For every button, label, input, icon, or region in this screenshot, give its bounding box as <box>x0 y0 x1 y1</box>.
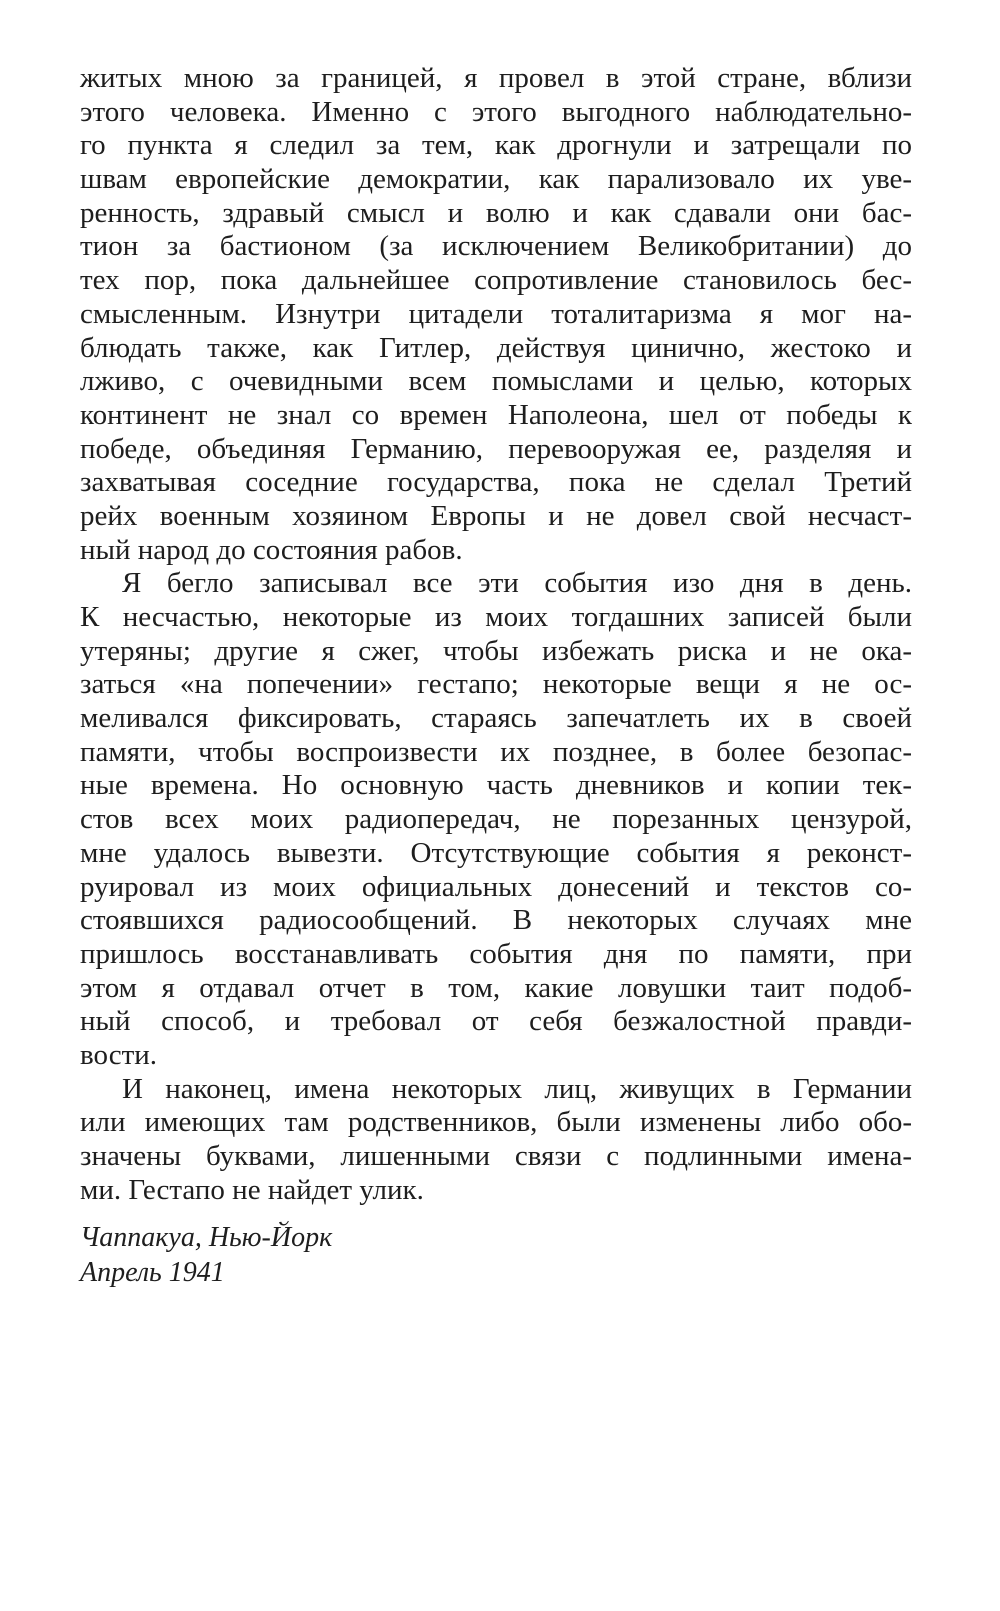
text-line: Я бегло записывал все эти события изо дня в день. <box>122 567 912 600</box>
text-line: победе, объединяя Германию, перевооружая ее, разделяя и <box>80 432 912 465</box>
document-body <box>80 62 912 1207</box>
text-line: этого человека. Именно с этого выгодного наблюдательно- <box>80 95 912 128</box>
text-line: пришлось восстанавливать события дня по памяти, при <box>80 937 912 970</box>
text-line: мне удалось вывезти. Отсутствующие события я реконст- <box>80 836 912 869</box>
text-line: или имеющих там родственников, были изменены либо обо- <box>80 1106 912 1139</box>
text-line: лживо, с очевидными всем помыслами и целью, которых <box>80 365 912 398</box>
text-line: стоявшихся радиосообщений. В некоторых случаях мне <box>80 904 912 937</box>
text-line: ренность, здравый смысл и волю и как сдавали они бас- <box>80 196 912 229</box>
text-line: ные времена. Но основную часть дневников и копии тек- <box>80 769 912 802</box>
text-line: ный народ до состояния рабов. <box>80 533 463 566</box>
paragraph <box>80 1073 912 1208</box>
text-line: блюдать также, как Гитлер, действуя цинично, жестоко и <box>80 331 912 364</box>
text-line: заться «на попечении» гестапо; некоторые вещи я не ос- <box>80 668 912 701</box>
text-line: вости. <box>80 1038 158 1071</box>
text-line: утеряны; другие я сжег, чтобы избежать риска и не ока- <box>80 634 912 667</box>
text-line: ми. Гестапо не найдет улик. <box>80 1173 424 1206</box>
text-line: значены буквами, лишенными связи с подлинными имена- <box>80 1140 912 1172</box>
text-line: захватывая соседние государства, пока не сделал Третий <box>80 466 912 499</box>
paragraph <box>80 567 912 1072</box>
text-line: смысленным. Изнутри цитадели тоталитаризма я мог на- <box>80 297 912 330</box>
signature-date: Апрель 1941 <box>80 1257 225 1288</box>
text-line: тион за бастионом (за исключением Великобритании) до <box>80 230 912 263</box>
text-line: тех пор, пока дальнейшее сопротивление становилось бес- <box>80 264 912 297</box>
text-line: ный способ, и требовал от себя безжалостной правди- <box>80 1005 912 1038</box>
text-line: памяти, чтобы воспроизвести их позднее, в более безопас- <box>80 735 912 768</box>
text-line: го пункта я следил за тем, как дрогнули и затрещали по <box>80 129 912 162</box>
text-line: И наконец, имена некоторых лиц, живущих в Германии <box>122 1072 912 1105</box>
text-line: руировал из моих официальных донесений и текстов со- <box>80 870 912 903</box>
text-line: меливался фиксировать, стараясь запечатлеть их в своей <box>80 702 912 735</box>
text-line: швам европейские демократии, как парализовало их уве- <box>80 163 912 196</box>
signature-block <box>80 1220 332 1290</box>
text-line: К несчастью, некоторые из моих тогдашних записей были <box>80 601 912 633</box>
paragraph <box>80 62 912 567</box>
text-line: стов всех моих радиопередач, не порезанных цензурой, <box>80 803 912 836</box>
signature-place: Чаппакуа, Нью-Йорк <box>80 1222 333 1253</box>
text-line: этом я отдавал отчет в том, какие ловушки таит подоб- <box>80 971 912 1004</box>
text-line: рейх военным хозяином Европы и не довел свой несчаст- <box>80 499 912 532</box>
text-line: житых мною за границей, я провел в этой стране, вблизи <box>80 62 912 94</box>
text-line: континент не знал со времен Наполеона, шел от победы к <box>80 398 912 431</box>
